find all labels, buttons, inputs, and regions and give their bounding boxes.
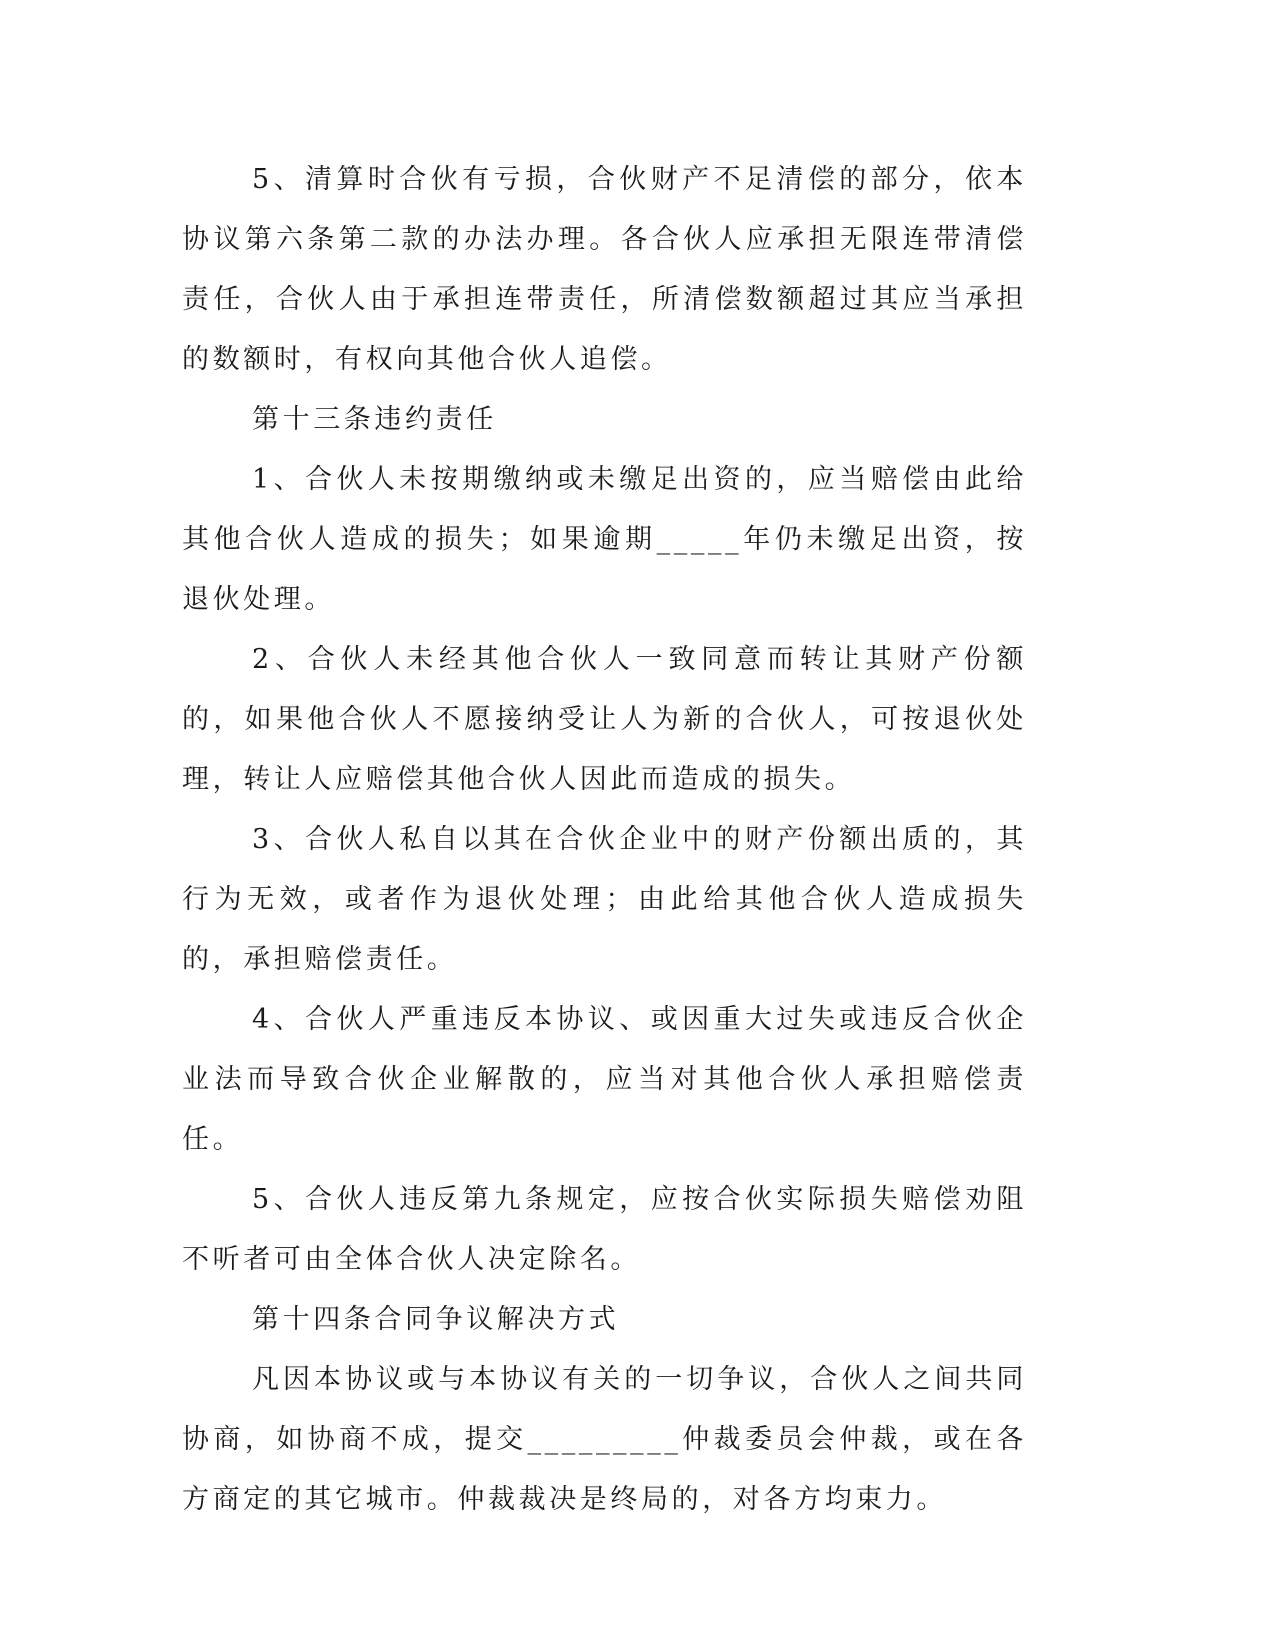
article-13-item-3: 3、合伙人私自以其在合伙企业中的财产份额出质的，其行为无效，或者作为退伙处理；由此给其他合伙人造成损失的，承担赔偿责任。 [182, 824, 1027, 975]
article-13-item-5: 5、合伙人违反第九条规定，应按合伙实际损失赔偿劝阻不听者可由全体合伙人决定除名。 [182, 1184, 1027, 1275]
article-13-heading: 第十三条违约责任 [252, 404, 497, 435]
article-14-heading: 第十四条合同争议解决方式 [252, 1304, 620, 1335]
article-13-item-4: 4、合伙人严重违反本协议、或因重大过失或违反合伙企业法而导致合伙企业解散的，应当对其他合伙人承担赔偿责任。 [182, 1004, 1027, 1155]
clause-12-item-5: 5、清算时合伙有亏损，合伙财产不足清偿的部分，依本协议第六条第二款的办法办理。各合伙人应承担无限连带清偿责任，合伙人由于承担连带责任，所清偿数额超过其应当承担的数额时，有权向其他合伙人追偿。 [182, 164, 1027, 375]
article-14-body: 凡因本协议或与本协议有关的一切争议，合伙人之间共同协商，如协商不成，提交_________仲裁委员会仲裁，或在各方商定的其它城市。仲裁裁决是终局的，对各方均束力。 [182, 1364, 1027, 1515]
document-body [182, 150, 1027, 1530]
article-13-item-1: 1、合伙人未按期缴纳或未缴足出资的，应当赔偿由此给其他合伙人造成的损失；如果逾期_____年仍未缴足出资，按退伙处理。 [182, 464, 1027, 615]
article-13-item-2: 2、合伙人未经其他合伙人一致同意而转让其财产份额的，如果他合伙人不愿接纳受让人为新的合伙人，可按退伙处理，转让人应赔偿其他合伙人因此而造成的损失。 [182, 644, 1027, 795]
